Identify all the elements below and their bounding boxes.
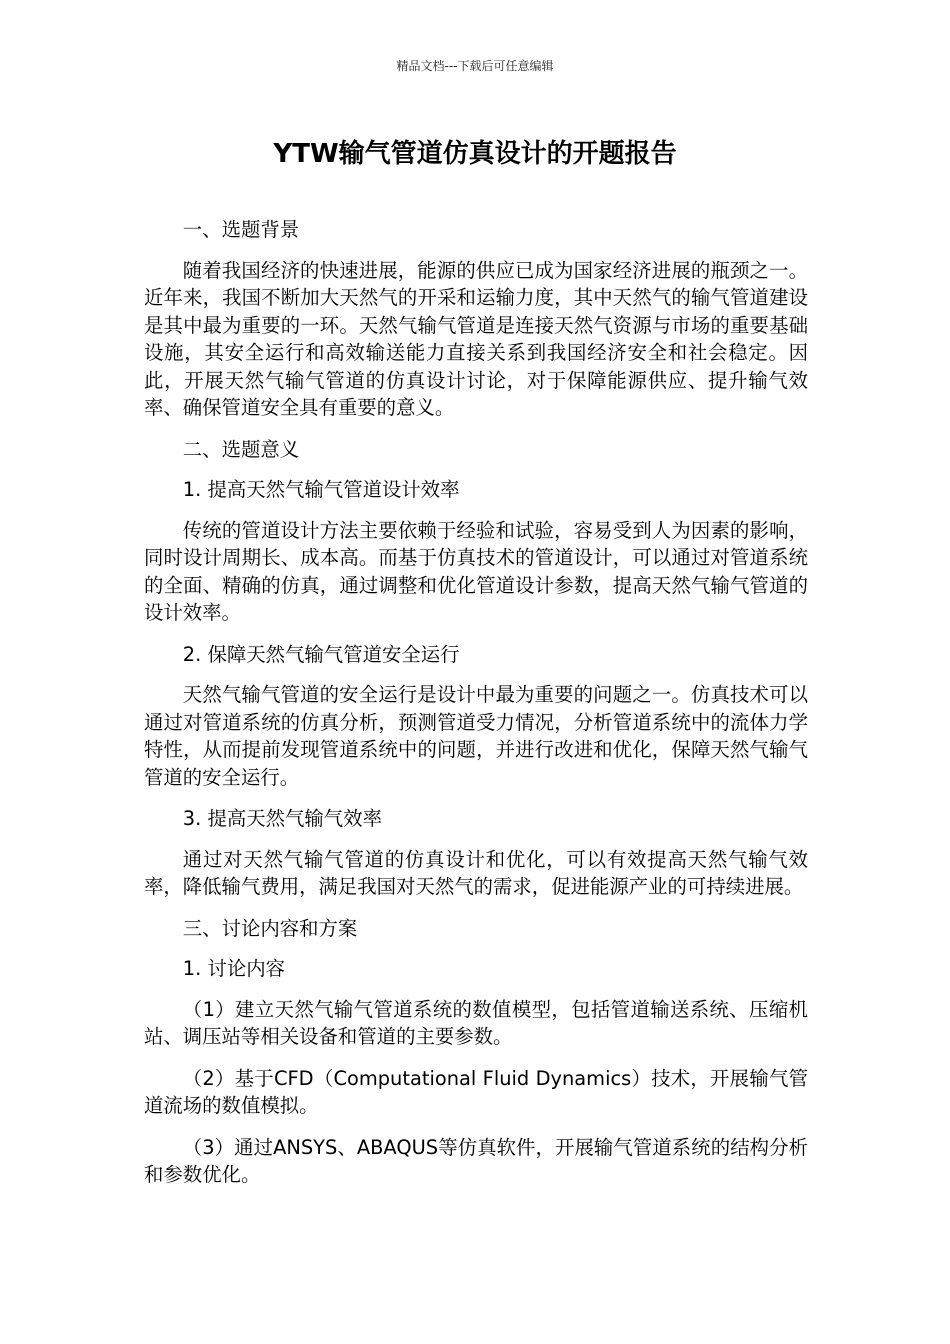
document-title: YTW输气管道仿真设计的开题报告	[273, 139, 677, 169]
paragraph-transmission-efficiency: 通过对天然气输气管道的仿真设计和优化，可以有效提高天然气输气效率，降低输气费用，满足我国对天然气的需求，促进能源产业的可持续进展。	[144, 847, 808, 898]
subheading-design-efficiency: 1. 提高天然气输气管道设计效率	[182, 478, 460, 501]
page-header-note: 精品文档---下载后可任意编辑	[396, 59, 554, 73]
paragraph-design-efficiency: 传统的管道设计方法主要依赖于经验和试验，容易受到人为因素的影响，同时设计周期长、成本高。而基于仿真技术的管道设计，可以通过对管道系统的全面、精确的仿真，通过调整和优化管道设计参数，提高天然气输气管道的设计效率。	[144, 518, 808, 624]
section-heading-background: 一、选题背景	[182, 218, 300, 241]
document-body	[144, 216, 808, 1203]
subheading-transmission-efficiency: 3. 提高天然气输气效率	[182, 807, 382, 830]
subheading-safe-operation: 2. 保障天然气输气管道安全运行	[182, 642, 460, 666]
subheading-research-content: 1. 讨论内容	[182, 957, 286, 980]
list-item-numerical-model: （1）建立天然气输气管道系统的数值模型，包括管道输送系统、压缩机站、调压站等相关设备和管道的主要参数。	[144, 997, 808, 1048]
paragraph-background: 随着我国经济的快速进展，能源的供应已成为国家经济进展的瓶颈之一。近年来，我国不断加大天然气的开采和运输力度，其中天然气的输气管道建设是其中最为重要的一环。天然气输气管道是连接天然气资源与市场的重要基础设施，其安全运行和高效输送能力直接关系到我国经济安全和社会稳定。因此，开展天然气输气管道的仿真设计讨论，对于保障能源供应、提升输气效率、确保管道安全具有重要的意义。	[144, 258, 808, 419]
list-item-structural-analysis: （3）通过ANSYS、ABAQUS等仿真软件，开展输气管道系统的结构分析和参数优化。	[144, 1135, 808, 1186]
section-heading-significance: 二、选题意义	[182, 437, 300, 461]
list-item-cfd-simulation: （2）基于CFD（Computational Fluid Dynamics）技术，开展输气管道流场的数值模拟。	[144, 1066, 808, 1117]
paragraph-safe-operation: 天然气输气管道的安全运行是设计中最为重要的问题之一。仿真技术可以通过对管道系统的仿真分析，预测管道受力情况，分析管道系统中的流体力学特性，从而提前发现管道系统中的问题，并进行改进和优化，保障天然气输气管道的安全运行。	[144, 683, 808, 789]
section-heading-research-plan: 三、讨论内容和方案	[182, 916, 358, 940]
